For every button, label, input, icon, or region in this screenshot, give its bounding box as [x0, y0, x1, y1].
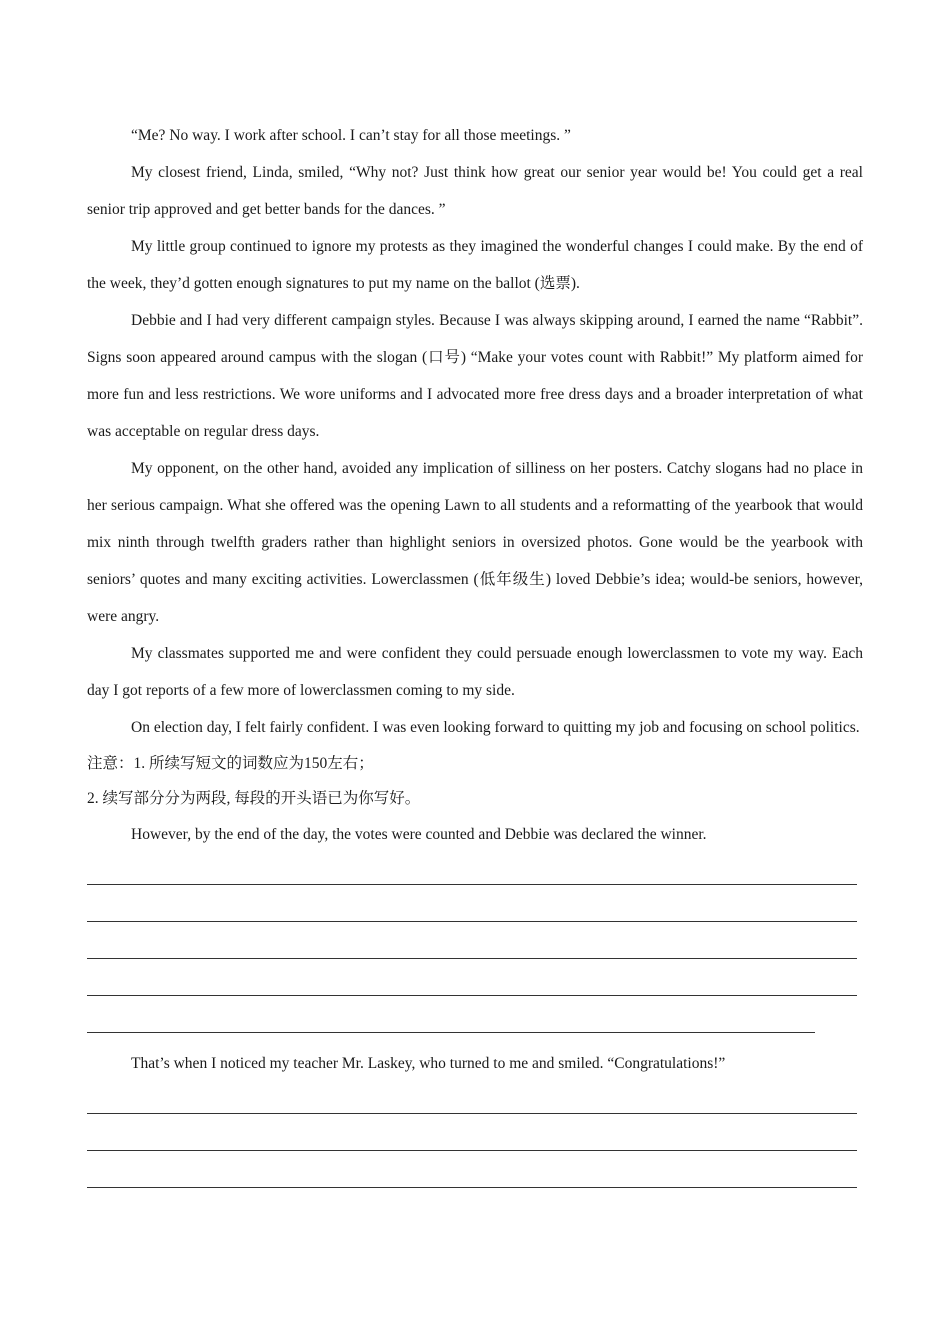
writing-line[interactable]	[87, 1159, 863, 1196]
story-paragraph-6: My classmates supported me and were confident they could persuade enough lowerclassmen to vote my way. Each day I got reports of a few more of lowerclassmen coming to my side.	[87, 645, 863, 699]
writing-line[interactable]	[87, 893, 863, 930]
writing-line[interactable]	[87, 930, 863, 967]
writing-line[interactable]	[87, 1004, 863, 1041]
instruction-note-1: 注意：1. 所续写短文的词数应为150左右；	[87, 755, 374, 772]
document-content	[87, 118, 863, 1196]
writing-line[interactable]	[87, 1122, 863, 1159]
story-paragraph-5: My opponent, on the other hand, avoided any implication of silliness on her posters. Catchy slogans had no place in her serious campaign. What she offered was the opening Lawn to all students and a reformatting of the yearbook that would mix ninth through twelfth graders rather than highlight seniors in oversized photos. Gone would be the yearbook with seniors’ quotes and many exciting activities. Lowerclassmen (低年级生) loved Debbie’s idea; would-be seniors, however, were angry.	[87, 460, 863, 625]
writing-line[interactable]	[87, 1085, 863, 1122]
writing-line[interactable]	[87, 967, 863, 1004]
story-paragraph-3: My little group continued to ignore my protests as they imagined the wonderful changes I could make. By the end of the week, they’d gotten enough signatures to put my name on the ballot (选票).	[87, 238, 863, 292]
writing-line[interactable]	[87, 856, 863, 893]
continuation-start-1: However, by the end of the day, the votes were counted and Debbie was declared the winner.	[131, 826, 707, 843]
story-paragraph-4: Debbie and I had very different campaign styles. Because I was always skipping around, I earned the name “Rabbit”. Signs soon appeared around campus with the slogan (口号) “Make your votes count with Rabbit!” My platform aimed for more fun and less restrictions. We wore uniforms and I advocated more free dress days and a broader interpretation of what was acceptable on regular dress days.	[87, 312, 863, 440]
writing-lines-1	[87, 856, 863, 1041]
continuation-start-2: That’s when I noticed my teacher Mr. Laskey, who turned to me and smiled. “Congratulations!”	[131, 1055, 726, 1072]
instruction-note-2: 2. 续写部分分为两段, 每段的开头语已为你写好。	[87, 790, 421, 807]
story-paragraph-1: “Me? No way. I work after school. I can’t stay for all those meetings. ”	[131, 127, 571, 144]
writing-lines-2	[87, 1085, 863, 1196]
story-paragraph-7: On election day, I felt fairly confident. I was even looking forward to quitting my job and focusing on school politics.	[131, 719, 860, 736]
story-paragraph-2: My closest friend, Linda, smiled, “Why not? Just think how great our senior year would be! You could get a real senior trip approved and get better bands for the dances. ”	[87, 164, 863, 218]
